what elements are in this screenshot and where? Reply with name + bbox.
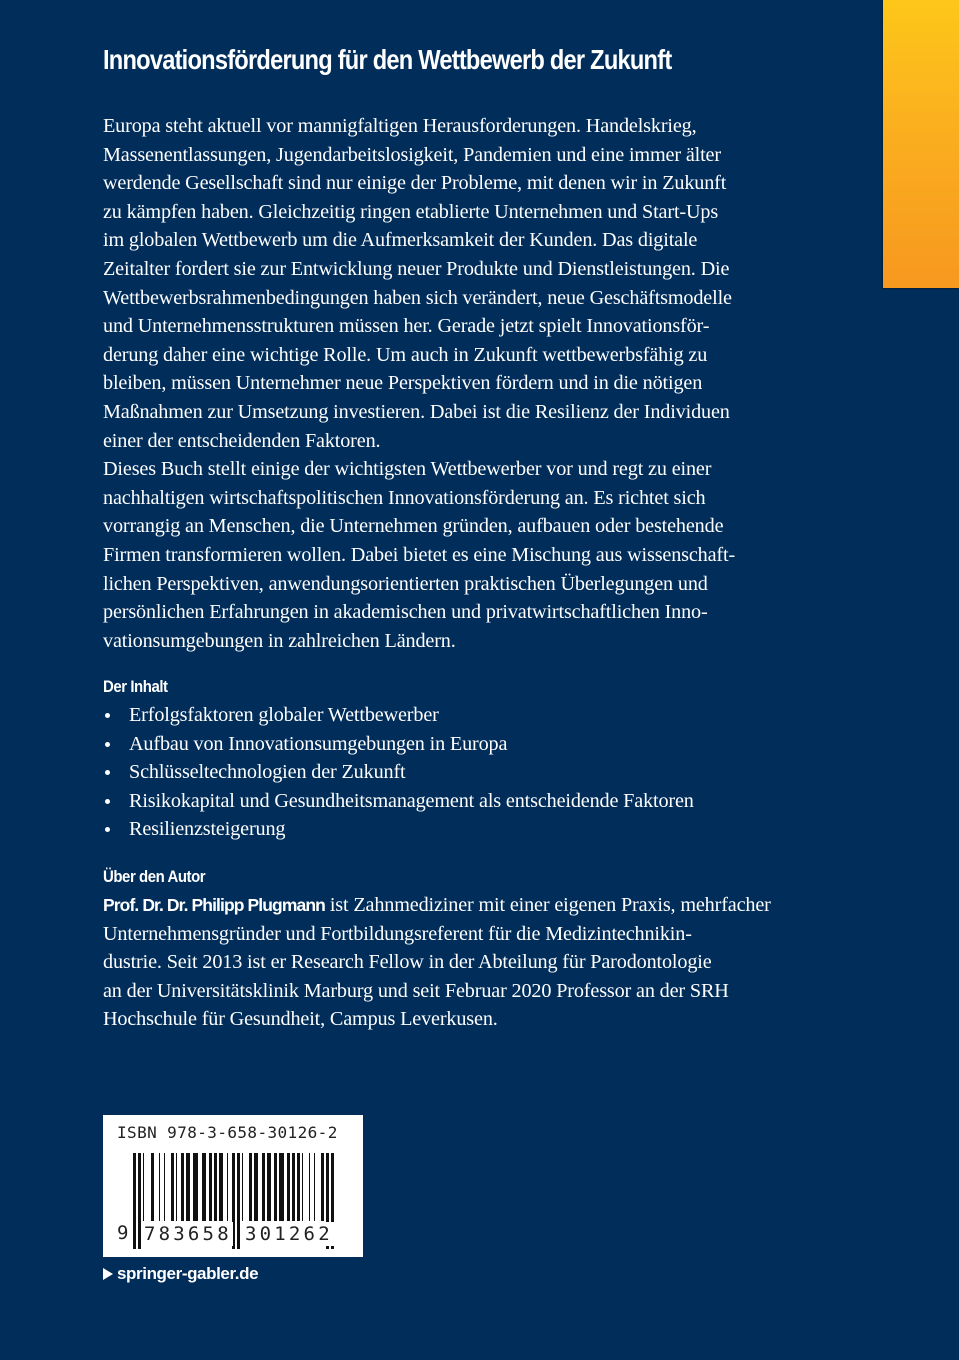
contents-item [103, 815, 694, 844]
blurb-line: vorrangig an Menschen, die Unternehmen gründen, aufbauen oder bestehende [103, 515, 724, 538]
author-bio-line: Hochschule für Gesundheit, Campus Leverkusen. [103, 1008, 498, 1031]
author-bio-line: dustrie. Seit 2013 ist er Research Fellow in der Abteilung für Parodontologie [103, 951, 712, 974]
blurb-line: Europa steht aktuell vor mannigfaltigen Herausforderungen. Handelskrieg, [103, 115, 697, 137]
contents-item [103, 701, 694, 730]
accent-color-bar [883, 0, 959, 288]
bullet-icon [105, 742, 110, 747]
blurb-text [103, 112, 823, 655]
blurb-line: Firmen transformieren wollen. Dabei bietet es eine Mischung aus wissenschaft- [103, 543, 736, 566]
author-bio-text: ist Zahnmediziner mit einer eigenen Praxis, mehrfacher [324, 894, 771, 916]
contents-item-label: Risikokapital und Gesundheitsmanagement als entscheidende Faktoren [129, 789, 694, 812]
isbn-barcode [103, 1115, 363, 1257]
author-name: Prof. Dr. Dr. Philipp Plugmann [103, 895, 325, 915]
blurb-line: Zeitalter fordert sie zur Entwicklung neuer Produkte und Dienstleistungen. Die [103, 257, 730, 280]
blurb-line: lichen Perspektiven, anwendungsorientierten praktischen Überlegungen und [103, 572, 708, 595]
blurb-line: Dieses Buch stellt einige der wichtigsten Wettbewerber vor und regt zu einer [103, 458, 712, 481]
blurb-line: persönlichen Erfahrungen in akademischen und privatwirtschaftlichen Inno- [103, 601, 708, 624]
contents-item-label: Aufbau von Innovationsumgebungen in Europa [129, 732, 508, 755]
contents-item-label: Schlüsseltechnologien der Zukunft [129, 761, 406, 784]
contents-item [103, 758, 694, 787]
blurb-line: nachhaltigen wirtschaftspolitischen Innovationsförderung an. Es richtet sich [103, 486, 706, 509]
contents-item [103, 730, 694, 759]
ean-first-digit: 9 [117, 1222, 129, 1244]
blurb-line: und Unternehmensstrukturen müssen her. Gerade jetzt spielt Innovationsför- [103, 315, 710, 338]
contents-item-label: Erfolgsfaktoren globaler Wettbewerber [129, 704, 439, 726]
blurb-line: im globalen Wettbewerb um die Aufmerksamkeit der Kunden. Das digitale [103, 229, 698, 252]
bullet-icon [105, 827, 110, 832]
blurb-line: Massenentlassungen, Jugendarbeitslosigkeit, Pandemien und eine immer älter [103, 143, 721, 166]
contents-heading: Der Inhalt [103, 677, 168, 696]
author-bio-line: Unternehmensgründer und Fortbildungsreferent für die Medizintechnikin- [103, 922, 692, 945]
author-heading: Über den Autor [103, 867, 206, 886]
triangle-right-icon [103, 1268, 113, 1280]
bullet-icon [105, 770, 110, 775]
ean-left-digits: 783658 [144, 1223, 232, 1245]
blurb-line: zu kämpfen haben. Gleichzeitig ringen etablierte Unternehmen und Start-Ups [103, 200, 719, 223]
blurb-line: werdende Gesellschaft sind nur einige der Probleme, mit denen wir in Zukunft [103, 172, 727, 195]
blurb-line: Wettbewerbsrahmenbedingungen haben sich verändert, neue Geschäftsmodelle [103, 286, 732, 309]
author-bio-line [103, 891, 823, 920]
publisher-website-link[interactable] [103, 1264, 258, 1284]
blurb-line: einer der entscheidenden Faktoren. [103, 429, 381, 452]
blurb-line: Maßnahmen zur Umsetzung investieren. Dabei ist die Resilienz der Individuen [103, 400, 730, 423]
author-bio-line: an der Universitätsklinik Marburg und seit Februar 2020 Professor an der SRH [103, 979, 729, 1002]
contents-item-label: Resilienzsteigerung [129, 818, 286, 841]
blurb-line: derung daher eine wichtige Rolle. Um auch in Zukunft wettbewerbsfähig zu [103, 343, 708, 366]
ean-right-digits: 301262 [245, 1223, 333, 1245]
blurb-line: vationsumgebungen in zahlreichen Ländern. [103, 629, 456, 652]
isbn-label: ISBN 978-3-658-30126-2 [117, 1123, 338, 1142]
contents-list [103, 701, 694, 844]
back-cover-title: Innovationsförderung für den Wettbewerb der Zukunft [103, 44, 672, 75]
contents-item [103, 787, 694, 816]
bullet-icon [105, 799, 110, 804]
author-bio [103, 891, 823, 1034]
bullet-icon [105, 713, 110, 718]
publisher-website-label: springer-gabler.de [117, 1264, 259, 1283]
blurb-line: bleiben, müssen Unternehmer neue Perspektiven fördern und in die nötigen [103, 372, 703, 395]
